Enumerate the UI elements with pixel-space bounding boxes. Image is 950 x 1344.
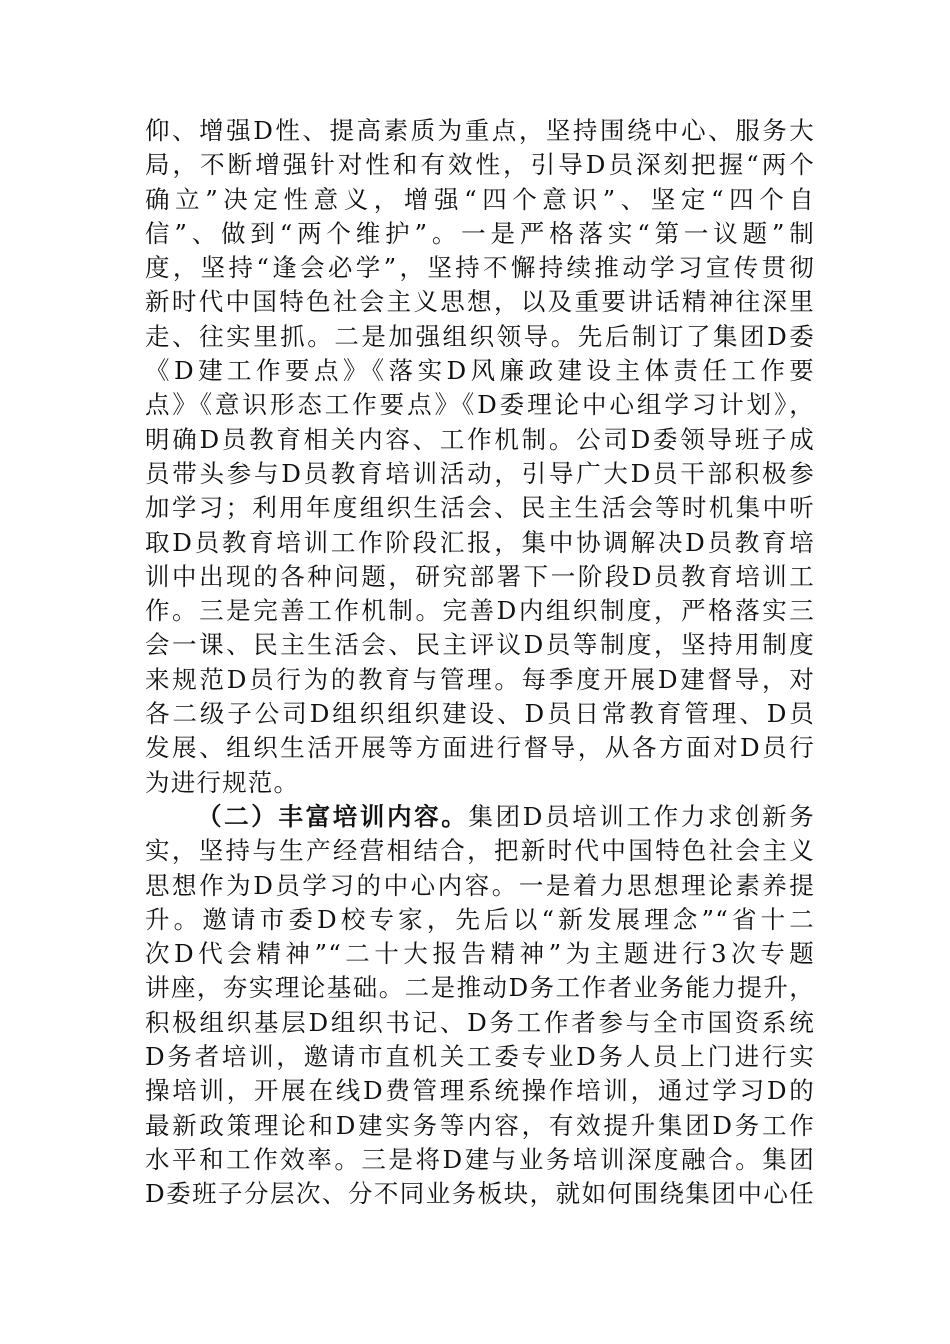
text-line: 水平和工作效率。三是将D建与业务培训深度融合。集团 — [145, 1144, 815, 1174]
text-line: 加学习；利用年度组织生活会、民主生活会等时机集中听 — [145, 493, 815, 523]
text-line: 次D代会精神”“二十大报告精神”为主题进行3次专题 — [145, 939, 815, 969]
text-line: 实，坚持与生产经营相结合，把新时代中国特色社会主义 — [145, 836, 815, 866]
text-line: 新时代中国特色社会主义思想，以及重要讲话精神往深里 — [145, 287, 815, 317]
text-line: 仰、增强D性、提高素质为重点，坚持围绕中心、服务大 — [145, 116, 815, 145]
text-line: 来规范D员行为的教育与管理。每季度开展D建督导，对 — [145, 664, 815, 694]
text-line: 各二级子公司D组织组织建设、D员日常教育管理、D员 — [145, 699, 815, 729]
text-line: 发展、组织生活开展等方面进行督导，从各方面对D员行 — [145, 733, 815, 763]
text-line: 明确D员教育相关内容、工作机制。公司D委领导班子成 — [145, 424, 815, 454]
text-line: 《D建工作要点》《落实D风廉政建设主体责任工作要 — [145, 356, 815, 386]
text-line: D务者培训，邀请市直机关工委专业D务人员上门进行实 — [145, 1042, 815, 1072]
text-line: 积极组织基层D组织书记、D务工作者参与全市国资系统 — [145, 1007, 815, 1037]
text-line: 思想作为D员学习的中心内容。一是着力思想理论素养提 — [145, 870, 815, 900]
text-line: 确立”决定性意义，增强“四个意识”、坚定“四个自 — [145, 184, 815, 214]
text-line: 走、往实里抓。二是加强组织领导。先后制订了集团D委 — [145, 321, 815, 351]
text-line: D委班子分层次、分不同业务板块，就如何围绕集团中心任 — [145, 1179, 815, 1209]
text-line: 最新政策理论和D建实务等内容，有效提升集团D务工作 — [145, 1110, 815, 1140]
text-line: 作。三是完善工作机制。完善D内组织制度，严格落实三 — [145, 596, 815, 626]
text-line: 员带头参与D员教育培训活动，引导广大D员干部积极参 — [145, 458, 815, 488]
text-line: 局，不断增强针对性和有效性，引导D员深刻把握“两个 — [145, 150, 815, 180]
text-line: 取D员教育培训工作阶段汇报，集中协调解决D员教育培 — [145, 527, 815, 557]
paragraph-party-education — [145, 114, 815, 800]
text-line: 会一课、民主生活会、民主评议D员等制度，坚持用制度 — [145, 630, 815, 660]
text-line: 升。邀请市委D校专家，先后以“新发展理念”“省十二 — [145, 904, 815, 934]
text-line: 度，坚持“逢会必学”，坚持不懈持续推动学习宣传贯彻 — [145, 253, 815, 283]
text-line — [145, 800, 815, 834]
text-line: 为进行规范。 — [145, 767, 300, 797]
text-line: 信”、做到“两个维护”。一是严格落实“第一议题”制 — [145, 218, 815, 248]
text-line: 操培训，开展在线D费管理系统操作培训，通过学习D的 — [145, 1076, 815, 1106]
text-line: 讲座，夯实理论基础。二是推动D务工作者业务能力提升， — [145, 973, 815, 1003]
section-heading: （二）丰富培训内容。 — [197, 801, 469, 831]
document-body — [145, 114, 815, 1212]
text-line: 点》《意识形态工作要点》《D委理论中心组学习计划》， — [145, 390, 815, 420]
text-run: 集团D员培训工作力求创新务 — [468, 801, 815, 831]
paragraph-training-content — [145, 800, 815, 1212]
text-line: 训中出现的各种问题，研究部署下一阶段D员教育培训工 — [145, 561, 815, 591]
